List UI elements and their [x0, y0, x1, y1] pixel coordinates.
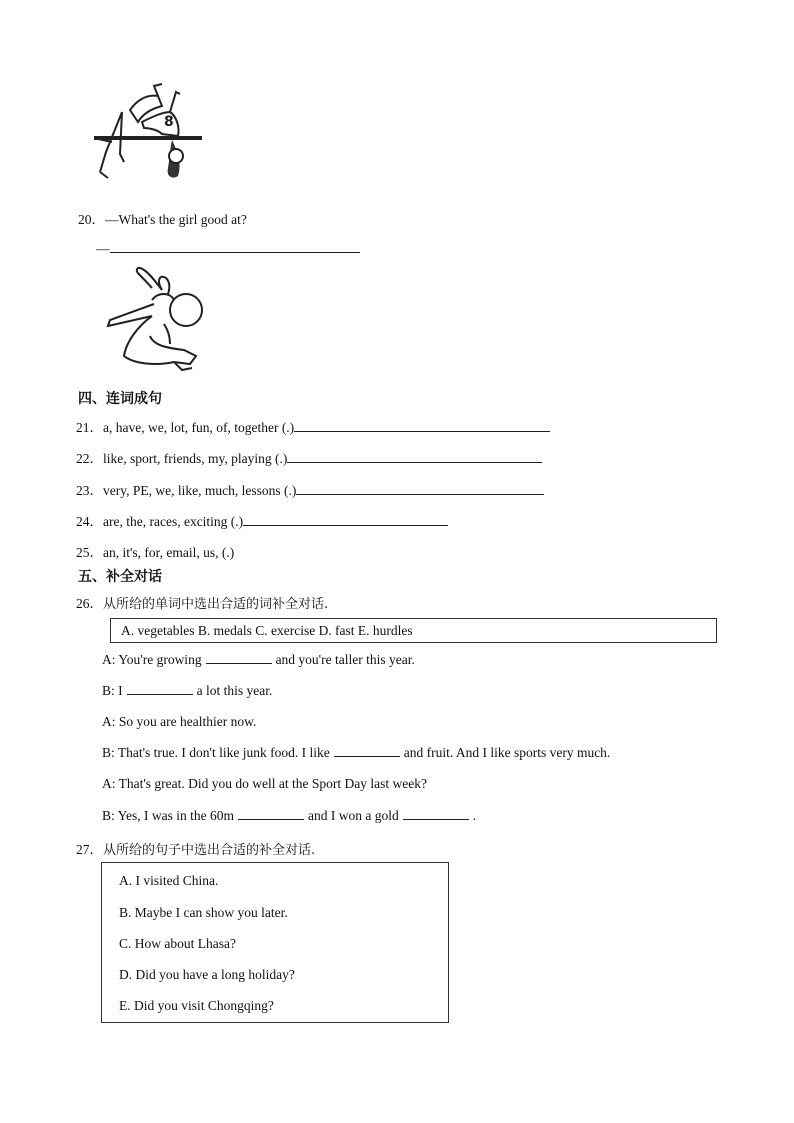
q21-words: a, have, we, lot, fun, of, together (.)	[103, 420, 295, 435]
blank-2[interactable]	[127, 683, 193, 695]
q26-options-box	[110, 618, 717, 643]
q22-number: 22．	[76, 451, 103, 466]
q27-option-e: E. Did you visit Chongqing?	[119, 998, 274, 1013]
dialog-line-3	[102, 714, 256, 730]
long-jump-illustration	[104, 266, 210, 374]
q24-answer-line[interactable]	[243, 513, 448, 526]
q27-instruction	[76, 838, 315, 858]
q20-text: —What's the girl good at?	[105, 212, 247, 227]
dialog-line-1	[102, 652, 415, 668]
q27-option-b: B. Maybe I can show you later.	[119, 905, 288, 920]
q23	[76, 479, 544, 499]
q22	[76, 447, 542, 467]
q21-number: 21．	[76, 420, 103, 435]
dialog-line-5	[102, 776, 427, 792]
q20-answer-line[interactable]	[96, 240, 360, 257]
dialog-line-6-end: .	[472, 808, 477, 823]
q20-question	[78, 208, 247, 228]
blank-5[interactable]	[403, 808, 469, 820]
q23-answer-line[interactable]	[296, 482, 544, 495]
q27-option-c: C. How about Lhasa?	[119, 936, 236, 951]
q26-options: A. vegetables B. medals C. exercise D. fast E. hurdles	[121, 623, 413, 638]
q21-answer-line[interactable]	[294, 419, 550, 432]
dialog-line-2-rest: a lot this year.	[196, 683, 273, 698]
dialog-line-2	[102, 683, 272, 699]
dialog-line-5-text: A: That's great. Did you do well at the Sport Day last week?	[102, 776, 427, 791]
high-jump-illustration	[92, 82, 208, 184]
q27-option-a: A. I visited China.	[119, 873, 219, 888]
q27-instruction-text: 从所给的句子中选出合适的补全对话.	[103, 843, 316, 858]
q24	[76, 510, 448, 530]
q20-number: 20．	[78, 212, 105, 227]
q22-answer-line[interactable]	[287, 450, 542, 463]
dialog-line-6-rest: and I won a gold	[308, 808, 399, 823]
q21	[76, 416, 550, 436]
q25	[76, 541, 234, 561]
q20-answer-dash: —	[96, 241, 110, 256]
q25-words: an, it's, for, email, us, (.)	[103, 545, 235, 560]
dialog-line-1-text: A: You're growing	[102, 652, 202, 667]
q26-instruction-text: 从所给的单词中选出合适的词补全对话.	[103, 597, 329, 612]
q24-words: are, the, races, exciting (.)	[103, 514, 244, 529]
section5-title: 五、补全对话	[78, 569, 162, 585]
q27-number: 27．	[76, 842, 103, 857]
q27-option-d: D. Did you have a long holiday?	[119, 967, 295, 982]
dialog-line-4-rest: and fruit. And I like sports very much.	[403, 745, 611, 760]
dialog-line-1-rest: and you're taller this year.	[275, 652, 415, 667]
dialog-line-6-text: B: Yes, I was in the 60m	[102, 808, 235, 823]
dialog-line-4	[102, 745, 610, 761]
q24-number: 24．	[76, 514, 103, 529]
q26-instruction	[76, 592, 328, 612]
blank-3[interactable]	[334, 745, 400, 757]
dialog-line-2-text: B: I	[102, 683, 123, 698]
svg-text:8: 8	[164, 114, 174, 130]
section4-title: 四、连词成句	[78, 391, 162, 407]
blank-1[interactable]	[206, 652, 272, 664]
dialog-line-4-text: B: That's true. I don't like junk food. I like	[102, 745, 330, 760]
blank-4[interactable]	[238, 808, 304, 820]
dialog-line-3-text: A: So you are healthier now.	[102, 714, 257, 729]
q23-words: very, PE, we, like, much, lessons (.)	[103, 483, 297, 498]
q22-words: like, sport, friends, my, playing (.)	[103, 451, 288, 466]
q23-number: 23．	[76, 483, 103, 498]
q25-number: 25．	[76, 545, 103, 560]
dialog-line-6	[102, 808, 476, 824]
q26-number: 26．	[76, 596, 103, 611]
q27-options-box	[101, 862, 449, 1023]
